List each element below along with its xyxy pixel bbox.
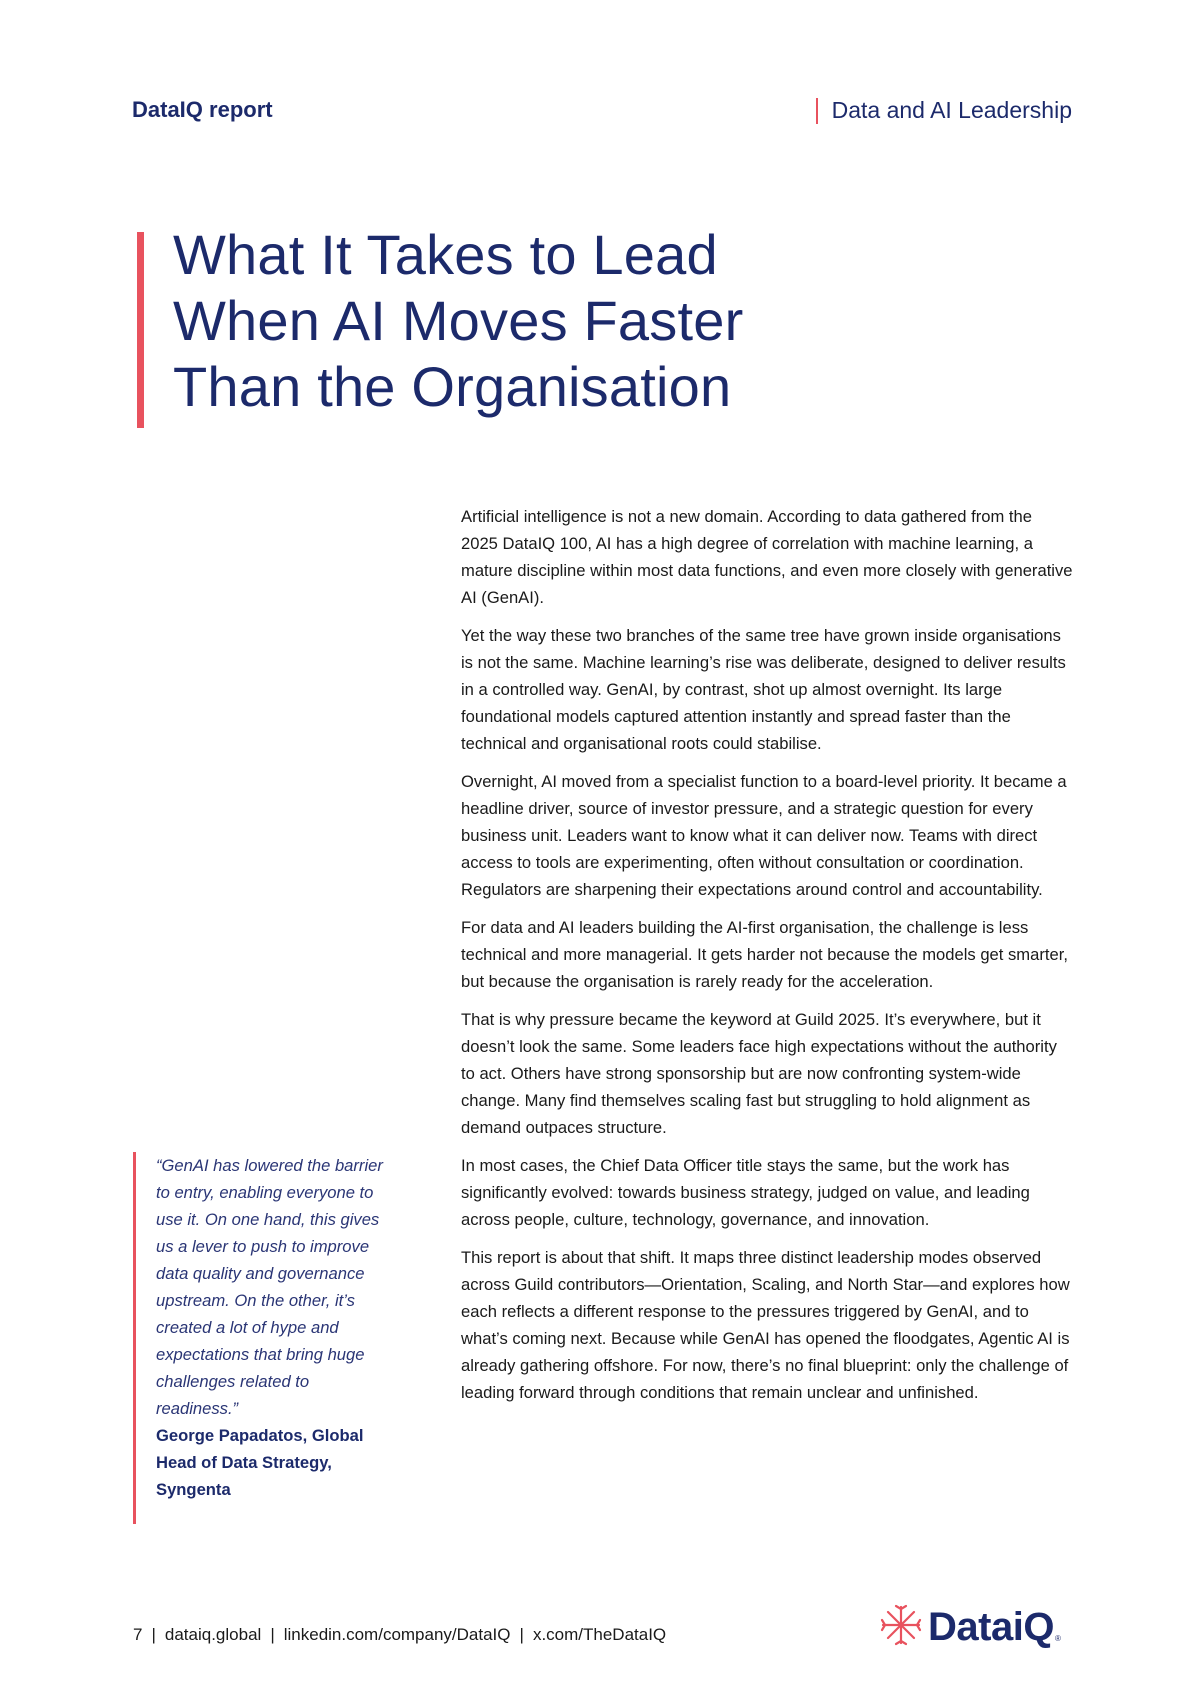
body-paragraph: In most cases, the Chief Data Officer title stays the same, but the work has significantly evolved: towards business strategy, judged on value, and leading across people, culture, technology, governance, and innovation. <box>461 1156 1030 1229</box>
quote-text: “GenAI has lowered the barrier to entry, enabling everyone to use it. On one hand, this gives us a lever to push to improve data quality and governance upstream. On the other, it’s created a lot of hype and expectations that bring huge challenges related to readiness.” <box>156 1156 383 1418</box>
logo-wordmark: DataiQ <box>928 1605 1054 1649</box>
quote-accent-bar <box>133 1152 136 1524</box>
footer-separator: | <box>519 1625 524 1644</box>
page-title <box>173 222 873 420</box>
body-paragraph: Yet the way these two branches of the same tree have grown inside organisations is not the same. Machine learning’s rise was deliberate, designed to deliver results in a controlled way. GenAI, by contrast, shot up almost overnight. Its large foundational models captured attention instantly and spread faster than the technical and organisational roots could stabilise. <box>461 626 1066 753</box>
starburst-icon <box>880 1604 922 1651</box>
footer-link-linkedin[interactable]: linkedin.com/company/DataIQ <box>283 1625 511 1644</box>
title-line: When AI Moves Faster <box>173 289 744 352</box>
title-line: Than the Organisation <box>173 355 732 418</box>
footer-link-website[interactable]: dataiq.global <box>164 1625 262 1644</box>
quote-attribution: George Papadatos, Global Head of Data Strategy, Syngenta <box>156 1426 364 1499</box>
dataiq-logo <box>880 1604 1061 1651</box>
report-label: DataIQ report <box>132 97 273 122</box>
body-paragraph: That is why pressure became the keyword at Guild 2025. It’s everywhere, but it doesn’t look the same. Some leaders face high expectations without the authority to act. Others have strong sponsorship but are now confronting system-wide change. Many find themselves scaling fast but struggling to hold alignment as demand outpaces structure. <box>461 1010 1057 1137</box>
registered-mark: ® <box>1054 1634 1061 1643</box>
section-divider <box>816 98 818 124</box>
body-paragraph: Artificial intelligence is not a new domain. According to data gathered from the 2025 DataIQ 100, AI has a high degree of correlation with machine learning, a mature discipline within most data functions, and even more closely with generative AI (GenAI). <box>461 507 1073 607</box>
body-text <box>461 503 1073 1417</box>
section-label <box>816 97 1072 124</box>
footer-link-x[interactable]: x.com/TheDataIQ <box>532 1625 667 1644</box>
section-label-text: Data and AI Leadership <box>831 97 1072 123</box>
footer-separator: | <box>151 1625 156 1644</box>
title-accent-bar <box>137 232 144 428</box>
title-line: What It Takes to Lead <box>173 223 718 286</box>
body-paragraph: Overnight, AI moved from a specialist function to a board-level priority. It became a headline driver, source of investor pressure, and a strategic question for every business unit. Leaders want to know what it can deliver now. Teams with direct access to tools are experimenting, often without consultation or coordination. Regulators are sharpening their expectations around control and accountability. <box>461 772 1067 899</box>
footer-separator: | <box>270 1625 275 1644</box>
pull-quote <box>133 1152 393 1503</box>
body-paragraph: For data and AI leaders building the AI-first organisation, the challenge is less technical and more managerial. It gets harder not because the models get smarter, but because the organisation is rarely ready for the acceleration. <box>461 918 1068 991</box>
footer <box>133 1625 666 1645</box>
page-number: 7 <box>133 1625 143 1644</box>
body-paragraph: This report is about that shift. It maps three distinct leadership modes observed across Guild contributors—Orientation, Scaling, and North Star—and explores how each reflects a different response to the pressures triggered by GenAI, and to what’s coming next. Because while GenAI has opened the floodgates, Agentic AI is already gathering offshore. For now, there’s no final blueprint: only the challenge of leading forward through conditions that remain unclear and unfinished. <box>461 1248 1070 1402</box>
